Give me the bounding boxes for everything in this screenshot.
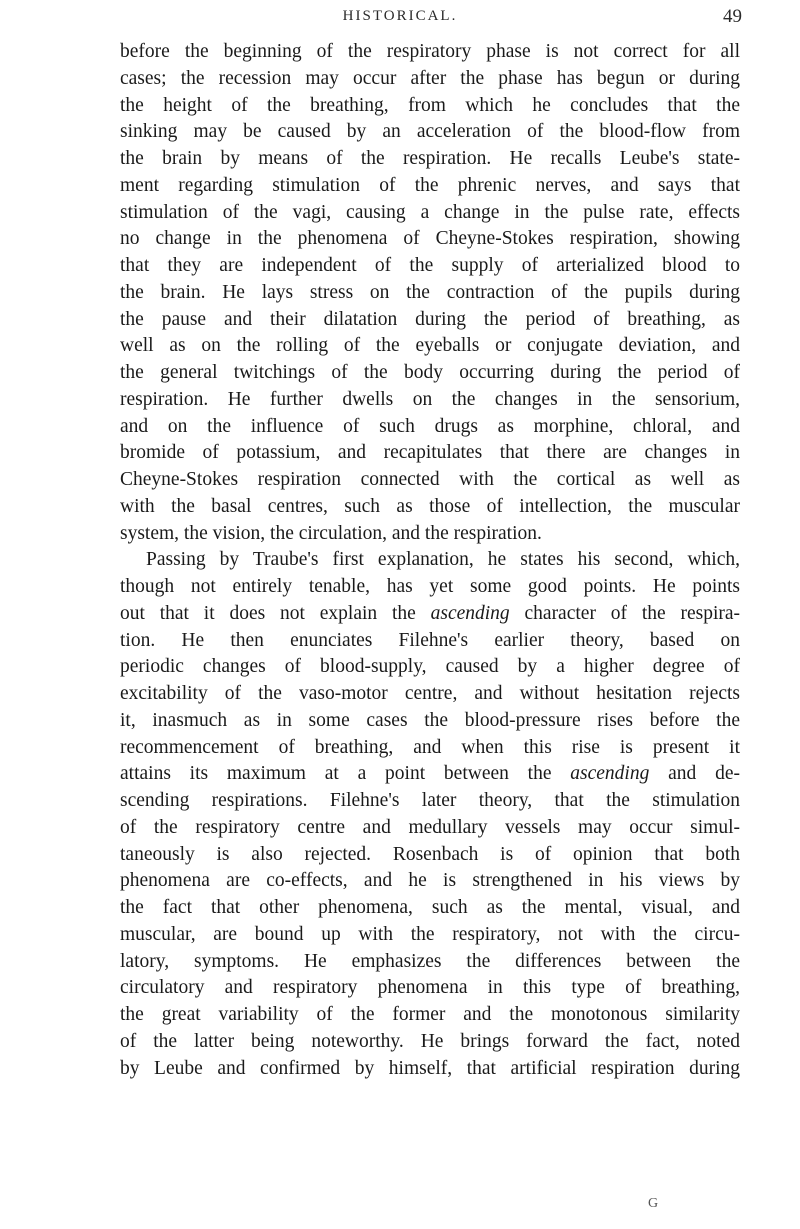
- text-line: the height of the breathing, from which he concludes that the: [120, 94, 740, 116]
- italic-emphasis: ascending: [570, 763, 650, 785]
- italic-emphasis: ascending: [430, 602, 510, 624]
- text-line: out that it does not explain the ascending character of the respira-: [120, 602, 741, 624]
- text-line: bromide of potassium, and recapitulates that there are changes in: [120, 442, 740, 464]
- text-line: the brain. He lays stress on the contraction of the pupils during: [120, 281, 740, 303]
- running-head: [0, 6, 800, 30]
- text-line: muscular, are bound up with the respiratory, not with the circu-: [120, 923, 740, 945]
- text-line: circulatory and respiratory phenomena in this type of breathing,: [120, 977, 740, 999]
- text-line: Cheyne-Stokes respiration connected with the cortical as well as: [120, 469, 740, 490]
- text-line: taneously is also rejected. Rosenbach is of opinion that both: [120, 843, 740, 865]
- text-line: recommencement of breathing, and when this rise is present it: [120, 736, 740, 758]
- text-line: attains its maximum at a point between the ascending and de-: [120, 763, 740, 785]
- text-line: Passing by Traube's first explanation, he states his second, which,: [146, 549, 740, 571]
- text-line: ment regarding stimulation of the phrenic nerves, and says that: [120, 174, 740, 196]
- body-text: [120, 39, 740, 1082]
- text-line: the pause and their dilatation during the period of breathing, as: [120, 308, 740, 330]
- text-line: the brain by means of the respiration. He recalls Leube's state-: [120, 148, 740, 169]
- text-line: before the beginning of the respiratory phase is not correct for all: [120, 41, 740, 62]
- text-line: phenomena are co-effects, and he is strengthened in his views by: [120, 870, 740, 892]
- text-line: tion. He then enunciates Filehne's earlier theory, based on: [120, 629, 740, 651]
- text-line: and on the influence of such drugs as morphine, chloral, and: [120, 415, 740, 437]
- text-line: it, inasmuch as in some cases the blood-pressure rises before the: [120, 709, 740, 731]
- text-line: of the respiratory centre and medullary vessels may occur simul-: [120, 816, 740, 838]
- text-line: the great variability of the former and the monotonous similarity: [120, 1004, 740, 1025]
- text-line: no change in the phenomena of Cheyne-Stokes respiration, showing: [120, 228, 740, 250]
- text-line: respiration. He further dwells on the changes in the sensorium,: [120, 388, 740, 410]
- page-number: 49: [723, 6, 742, 27]
- running-title: HISTORICAL.: [342, 8, 458, 24]
- text-line: that they are independent of the supply of arterialized blood to: [120, 255, 740, 276]
- text-line: scending respirations. Filehne's later theory, that the stimulation: [120, 790, 740, 811]
- text-line: with the basal centres, such as those of intellection, the muscular: [120, 495, 740, 517]
- text-line: excitability of the vaso-motor centre, and without hesitation rejects: [120, 683, 740, 704]
- text-line: cases; the recession may occur after the phase has begun or during: [120, 67, 740, 89]
- text-line: latory, symptoms. He emphasizes the differences between the: [120, 950, 740, 972]
- text-line: sinking may be caused by an acceleration of the blood-flow from: [120, 121, 740, 143]
- text-line: well as on the rolling of the eyeballs or conjugate deviation, and: [120, 335, 740, 357]
- text-line: though not entirely tenable, has yet some good points. He points: [120, 576, 740, 597]
- text-line: by Leube and confirmed by himself, that artificial respiration during: [120, 1057, 740, 1079]
- text-line: the fact that other phenomena, such as the mental, visual, and: [120, 897, 740, 918]
- signature-mark: G: [648, 1196, 659, 1211]
- text-line: periodic changes of blood-supply, caused by a higher degree of: [120, 656, 740, 678]
- text-line: stimulation of the vagi, causing a change in the pulse rate, effects: [120, 201, 740, 223]
- text-line: the general twitchings of the body occurring during the period of: [120, 362, 740, 383]
- text-line: of the latter being noteworthy. He brings forward the fact, noted: [120, 1030, 740, 1052]
- text-line: system, the vision, the circulation, and the respiration.: [120, 522, 542, 544]
